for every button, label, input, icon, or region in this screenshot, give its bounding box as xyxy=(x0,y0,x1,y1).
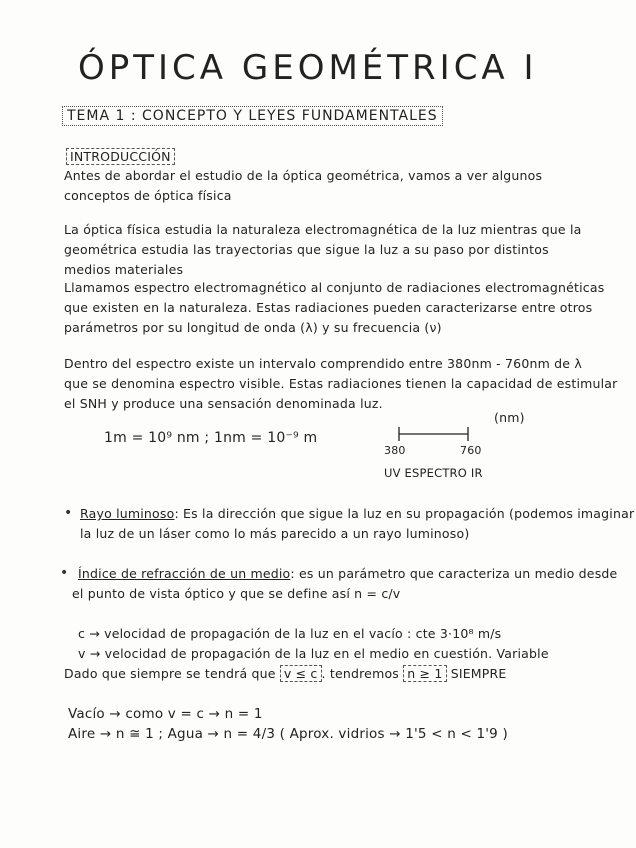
def-c: c → velocidad de propagación de la luz en el vacío : cte 3·10⁸ m/s xyxy=(78,626,502,641)
spectrum-right-value: 760 xyxy=(460,444,482,457)
siempre-mid: . tendremos xyxy=(321,666,400,681)
para2-line1: La óptica física estudia la naturaleza electromagnética de la luz mientras que la xyxy=(64,222,582,237)
rayo-luminoso-def-line2: la luz de un láser como lo más parecido a un rayo luminoso) xyxy=(80,526,470,541)
siempre-box-v-le-c: v ≤ c xyxy=(280,665,322,682)
para4-line1: Dentro del espectro existe un intervalo comprendido entre 380nm - 760nm de λ xyxy=(64,356,582,371)
intro-heading: INTRODUCCIÓN xyxy=(66,148,175,165)
siempre-line xyxy=(64,666,507,681)
para2-line2: geométrica estudia las trayectorias que sigue la luz a su paso por distintos xyxy=(64,242,549,257)
def-v: v → velocidad de propagación de la luz en el medio en cuestión. Variable xyxy=(78,646,549,661)
tema-heading: TEMA 1 : CONCEPTO Y LEYES FUNDAMENTALES xyxy=(62,106,443,126)
unit-conversion-formula: 1m = 10⁹ nm ; 1nm = 10⁻⁹ m xyxy=(104,430,318,446)
spectrum-unit: (nm) xyxy=(494,410,525,425)
bullet-dot: • xyxy=(60,565,69,581)
vacio-line: Vacío → como v = c → n = 1 xyxy=(68,706,263,722)
spectrum-band-labels: UV ESPECTRO IR xyxy=(384,466,483,480)
para2-line3: medios materiales xyxy=(64,262,184,277)
spectrum-left-value: 380 xyxy=(384,444,406,457)
para3-line1: Llamamos espectro electromagnético al conjunto de radiaciones electromagnéticas xyxy=(64,280,605,295)
rayo-luminoso-term: Rayo luminoso xyxy=(80,506,175,521)
para3-line3: parámetros por su longitud de onda (λ) y su frecuencia (ν) xyxy=(64,320,442,335)
indice-refraccion-def-line1: : es un parámetro que caracteriza un medio desde xyxy=(290,566,618,581)
siempre-box-n-ge-1: n ≥ 1 xyxy=(403,665,446,682)
siempre-pre: Dado que siempre se tendrá que xyxy=(64,666,276,681)
para1-line2: conceptos de óptica física xyxy=(64,188,232,203)
para1-line1: Antes de abordar el estudio de la óptica geométrica, vamos a ver algunos xyxy=(64,168,543,183)
rayo-luminoso-def-line1: : Es la dirección que sigue la luz en su propagación (podemos imaginar xyxy=(174,506,635,521)
page-title: ÓPTICA GEOMÉTRICA I xyxy=(78,48,538,88)
bullet-dot: • xyxy=(64,505,73,521)
siempre-post: SIEMPRE xyxy=(450,666,507,681)
indice-refraccion-term: Índice de refracción de un medio xyxy=(78,566,291,581)
aire-agua-line: Aire → n ≅ 1 ; Agua → n = 4/3 ( Aprox. vidrios → 1'5 < n < 1'9 ) xyxy=(68,726,508,742)
indice-refraccion-def-line2: el punto de vista óptico y que se define así n = c/v xyxy=(72,586,401,601)
para4-line3: el SNH y produce una sensación denominada luz. xyxy=(64,396,383,411)
para3-line2: que existen en la naturaleza. Estas radiaciones pueden caracterizarse entre otros xyxy=(64,300,593,315)
para4-line2: que se denomina espectro visible. Estas radiaciones tienen la capacidad de estimular xyxy=(64,376,618,391)
